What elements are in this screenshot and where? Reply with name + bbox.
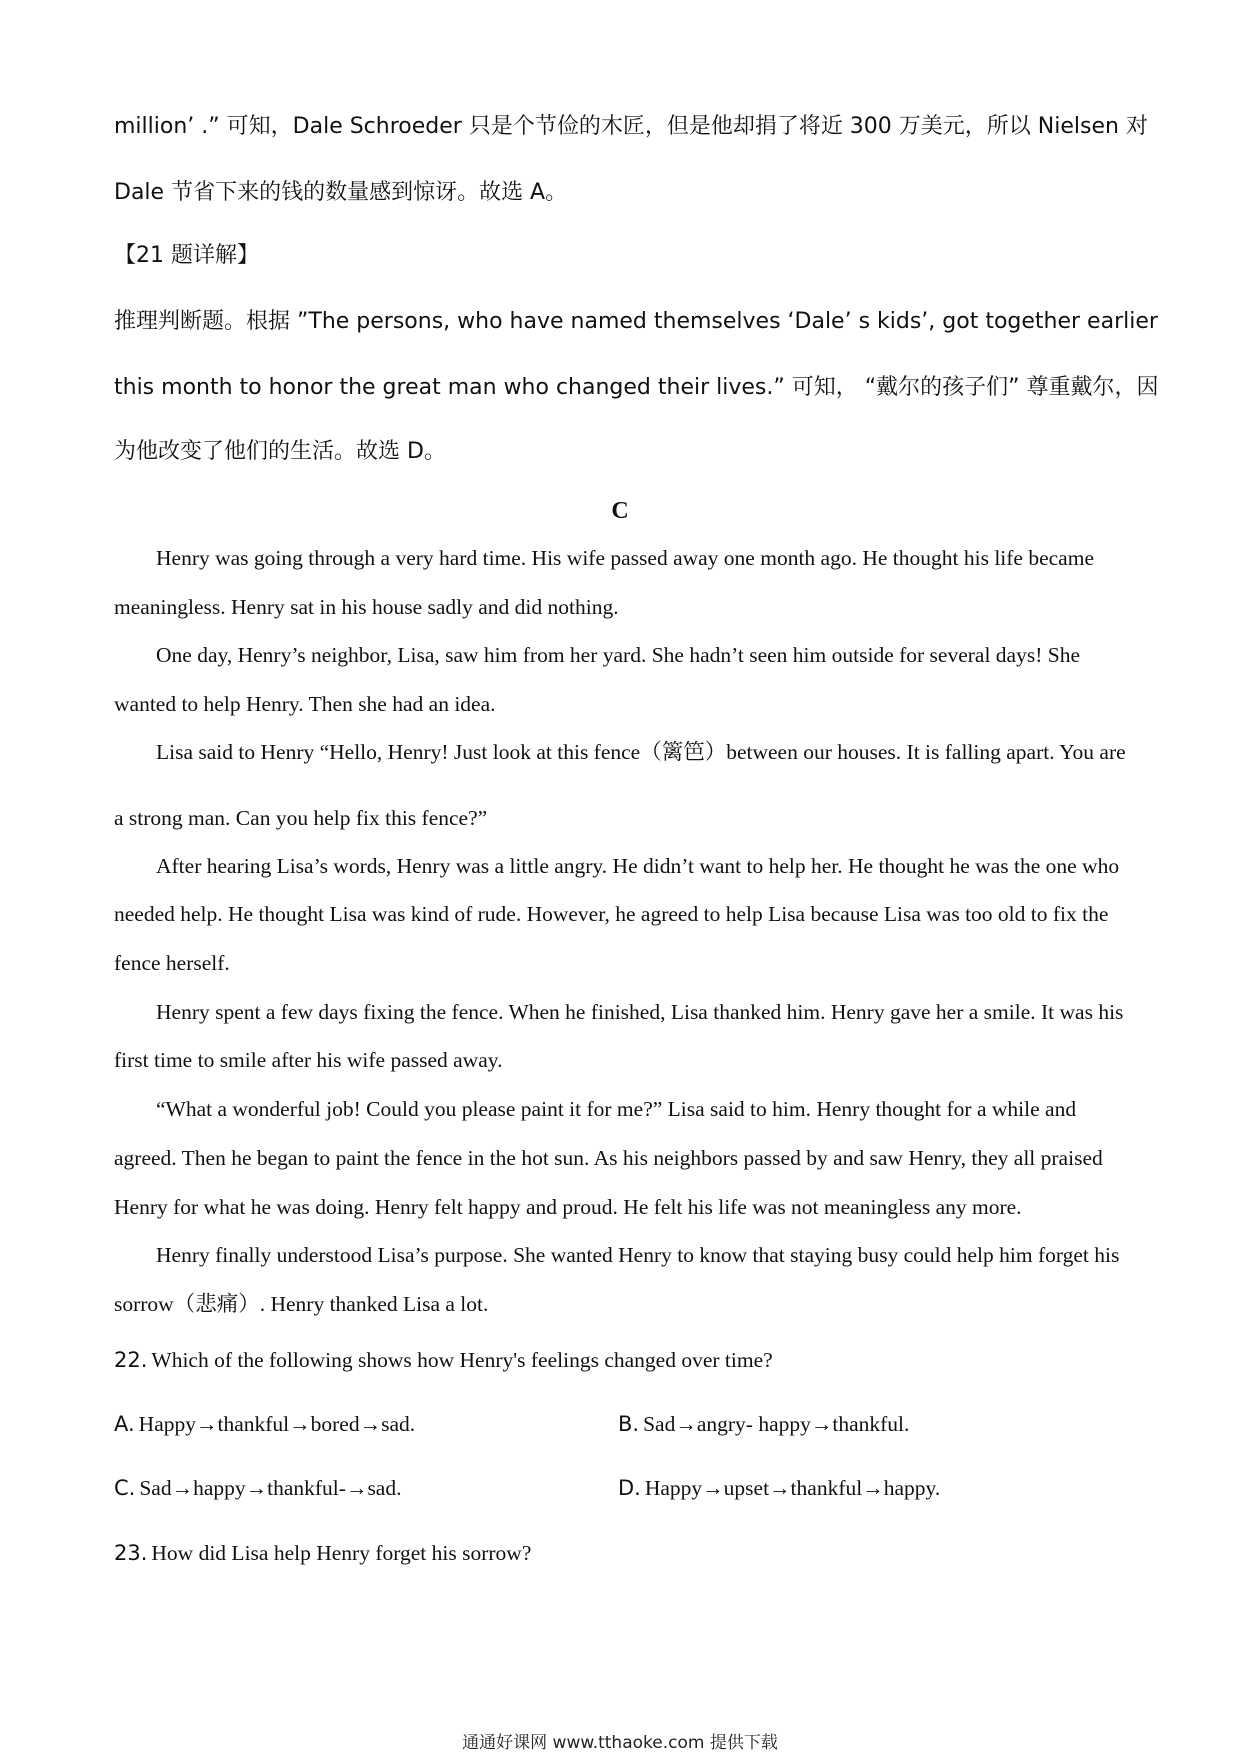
passage-line: meaningless. Henry sat in his house sadly and did nothing. (114, 595, 619, 619)
question-23 (114, 1543, 531, 1565)
explanation-line-2: Dale 节省下来的钱的数量感到惊讶。故选 A。 (114, 180, 568, 205)
passage-line: first time to smile after his wife passed away. (114, 1048, 503, 1072)
passage-line: “What a wonderful job! Could you please paint it for me?” Lisa said to him. Henry thought for a while and (156, 1097, 1077, 1121)
option-letter: D. (618, 1476, 641, 1500)
option-letter: A. (114, 1412, 135, 1436)
question-22 (114, 1350, 773, 1372)
section-label: C (611, 498, 629, 524)
option-b[interactable] (618, 1414, 909, 1436)
question-number: 22. (114, 1348, 148, 1372)
passage-line: needed help. He thought Lisa was kind of rude. However, he agreed to help Lisa because Lisa was too old to fix the (114, 902, 1109, 926)
explanation-line-4: this month to honor the great man who changed their lives.” 可知， “戴尔的孩子们” 尊重戴尔，因 (114, 375, 1159, 400)
explanation-line-5: 为他改变了他们的生活。故选 D。 (114, 439, 446, 464)
explanation-line-1: million’ .” 可知，Dale Schroeder 只是个节俭的木匠，但是他却捐了将近 300 万美元，所以 Nielsen 对 (114, 114, 1148, 139)
passage-line: One day, Henry’s neighbor, Lisa, saw him from her yard. She hadn’t seen him outside for several days! She (156, 643, 1081, 667)
passage-line: agreed. Then he began to paint the fence in the hot sun. As his neighbors passed by and saw Henry, they all praised (114, 1146, 1103, 1170)
passage-line: After hearing Lisa’s words, Henry was a little angry. He didn’t want to help her. He thought he was the one who (156, 854, 1120, 878)
passage-line: Henry for what he was doing. Henry felt happy and proud. He felt his life was not meaningless any more. (114, 1195, 1022, 1219)
option-text: Happy→upset→thankful→happy. (644, 1476, 941, 1500)
option-letter: C. (114, 1476, 136, 1500)
option-text: Happy→thankful→bored→sad. (138, 1412, 416, 1436)
option-text: Sad→happy→thankful-→sad. (139, 1476, 402, 1500)
passage-line: a strong man. Can you help fix this fence?” (114, 806, 488, 830)
option-c[interactable] (114, 1478, 401, 1500)
question-number: 23. (114, 1541, 148, 1565)
passage-line: Henry finally understood Lisa’s purpose. She wanted Henry to know that staying busy could help him forget his (156, 1243, 1120, 1267)
question-text: How did Lisa help Henry forget his sorrow? (151, 1541, 532, 1565)
option-d[interactable] (618, 1478, 940, 1500)
question-text: Which of the following shows how Henry's feelings changed over time? (151, 1348, 773, 1372)
passage-line: wanted to help Henry. Then she had an idea. (114, 692, 496, 716)
passage-line: Henry was going through a very hard time. His wife passed away one month ago. He thought his life became (156, 546, 1094, 570)
option-text: Sad→angry- happy→thankful. (643, 1412, 910, 1436)
passage-line: sorrow（悲痛）. Henry thanked Lisa a lot. (114, 1292, 489, 1316)
explanation-line-3: 推理判断题。根据 ”The persons, who have named themselves ‘Dale’ s kids’, got together earlier (114, 309, 1158, 334)
passage-line: Henry spent a few days fixing the fence. When he finished, Lisa thanked him. Henry gave her a smile. It was his (156, 1000, 1124, 1024)
passage-line: Lisa said to Henry “Hello, Henry! Just look at this fence（篱笆）between our houses. It is falling apart. You are (156, 740, 1126, 764)
option-letter: B. (618, 1412, 640, 1436)
footer-watermark: 通通好课网 www.tthaoke.com 提供下载 (462, 1733, 778, 1753)
question-21-heading: 【21 题详解】 (114, 243, 259, 268)
passage-line: fence herself. (114, 951, 230, 975)
option-a[interactable] (114, 1414, 415, 1436)
